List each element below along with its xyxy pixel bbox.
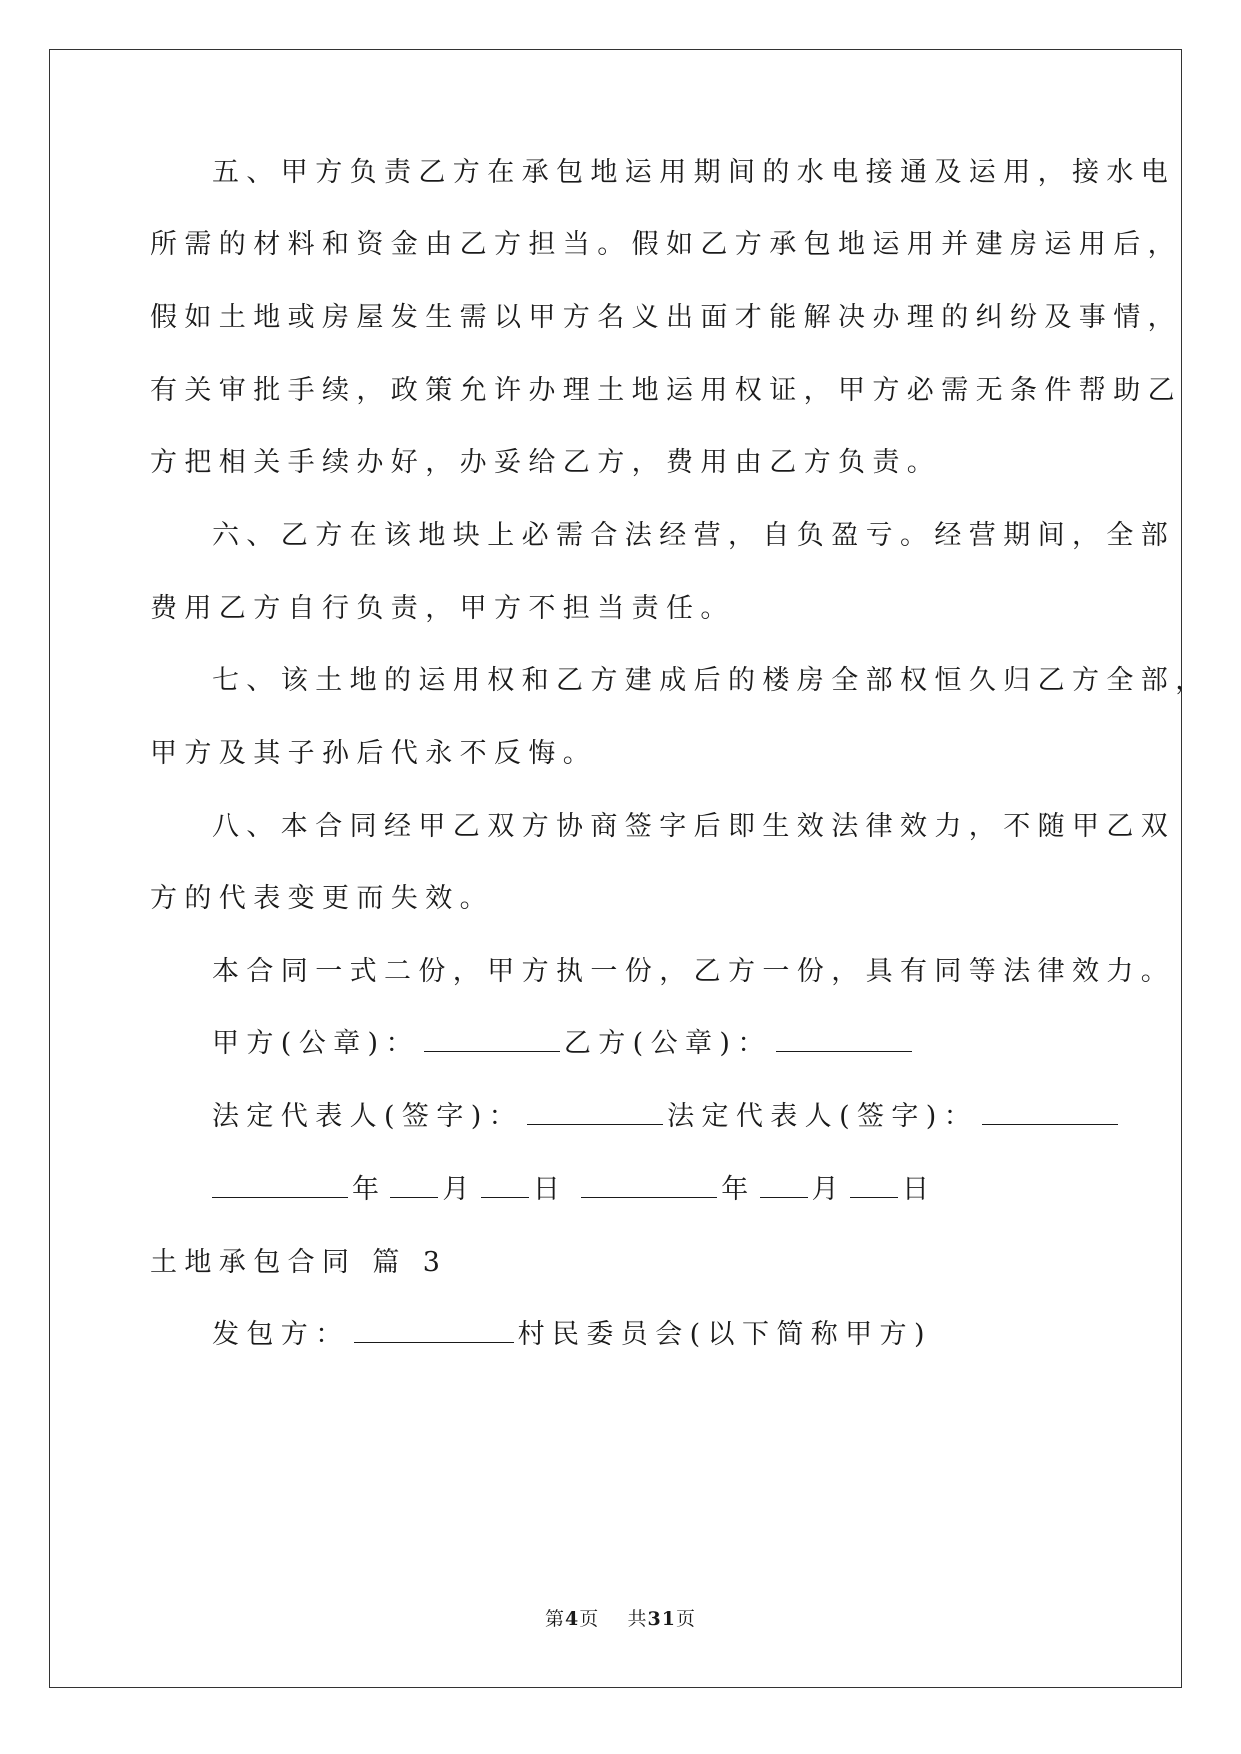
- rep-b-label: 法定代表人(签字)：: [667, 1101, 979, 1132]
- clause-5-line-3: 假如土地或房屋发生需以甲方名义出面才能解决办理的纠纷及事情，: [150, 302, 1182, 333]
- month-b-blank: [760, 1175, 808, 1198]
- page-border: [49, 49, 1182, 1688]
- day-b-label: 日: [902, 1174, 937, 1205]
- year-b-blank: [581, 1175, 717, 1198]
- clause-7-line-2: 甲方及其子孙后代永不反悔。: [150, 738, 598, 769]
- party-b-seal-blank: [776, 1029, 912, 1052]
- clause-8-line-1: 八、本合同经甲乙双方协商签字后即生效法律效力，不随甲乙双: [212, 811, 1176, 842]
- day-b-blank: [850, 1175, 898, 1198]
- page-footer: [0, 1604, 1241, 1631]
- clause-5-line-1: 五、甲方负责乙方在承包地运用期间的水电接通及运用，接水电: [212, 157, 1176, 188]
- section-title: 土地承包合同 篇 3: [150, 1247, 448, 1278]
- year-a-label: 年: [352, 1174, 387, 1205]
- page-unit: 页: [579, 1608, 600, 1630]
- contractor-suffix: 村民委员会(以下简称甲方): [517, 1319, 932, 1350]
- total-pages: 31: [647, 1608, 676, 1630]
- clause-5-line-4: 有关审批手续，政策允许办理土地运用权证，甲方必需无条件帮助乙: [150, 375, 1182, 406]
- year-b-label: 年: [721, 1174, 756, 1205]
- party-a-seal-label: 甲方(公章)：: [212, 1028, 420, 1059]
- party-b-seal-label: 乙方(公章)：: [563, 1028, 772, 1059]
- party-a-seal-blank: [424, 1029, 560, 1052]
- year-a-blank: [212, 1175, 348, 1198]
- clause-7-line-1: 七、该土地的运用权和乙方建成后的楼房全部权恒久归乙方全部，: [212, 665, 1210, 696]
- contractor-blank: [354, 1320, 514, 1343]
- rep-b-blank: [982, 1102, 1118, 1125]
- clause-5-line-5: 方把相关手续办好，办妥给乙方，费用由乙方负责。: [150, 447, 942, 478]
- copies-clause: 本合同一式二份，甲方执一份，乙方一份，具有同等法律效力。: [212, 956, 1176, 987]
- contractor-line: [212, 1315, 932, 1355]
- total-prefix: 共: [627, 1608, 648, 1630]
- representative-line: [212, 1097, 1122, 1137]
- clause-5-line-2: 所需的材料和资金由乙方担当。假如乙方承包地运用并建房运用后，: [150, 229, 1182, 260]
- contractor-label: 发包方：: [212, 1319, 350, 1350]
- clause-6-line-2: 费用乙方自行负责，甲方不担当责任。: [150, 593, 735, 624]
- clause-8-line-2: 方的代表变更而失效。: [150, 883, 494, 914]
- month-a-label: 月: [442, 1174, 477, 1205]
- month-b-label: 月: [811, 1174, 847, 1205]
- day-a-blank: [481, 1175, 529, 1198]
- page-prefix: 第: [545, 1608, 566, 1630]
- page-number: 4: [565, 1608, 580, 1630]
- date-line: [212, 1170, 936, 1210]
- rep-a-label: 法定代表人(签字)：: [212, 1101, 524, 1132]
- rep-a-blank: [527, 1102, 663, 1125]
- day-a-label: 日: [532, 1174, 568, 1205]
- total-unit: 页: [675, 1608, 696, 1630]
- clause-6-line-1: 六、乙方在该地块上必需合法经营，自负盈亏。经营期间，全部: [212, 520, 1176, 551]
- seal-line: [212, 1024, 916, 1064]
- month-a-blank: [390, 1175, 438, 1198]
